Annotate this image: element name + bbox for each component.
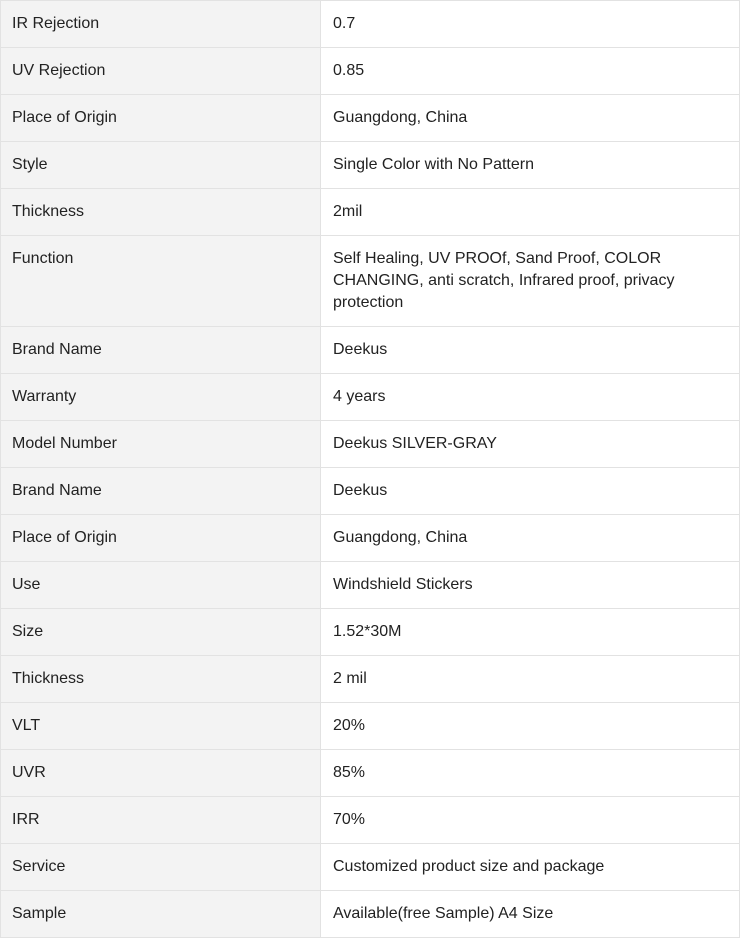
- table-row: [1, 609, 740, 656]
- spec-value: 2mil: [321, 189, 740, 236]
- spec-key: Service: [1, 844, 321, 891]
- table-row: [1, 189, 740, 236]
- spec-value: Deekus SILVER-GRAY: [321, 421, 740, 468]
- table-row: [1, 656, 740, 703]
- spec-value: Available(free Sample) A4 Size: [321, 891, 740, 938]
- spec-value: 4 years: [321, 374, 740, 421]
- spec-key: Place of Origin: [1, 95, 321, 142]
- spec-key: Brand Name: [1, 327, 321, 374]
- table-row: [1, 236, 740, 327]
- spec-key: VLT: [1, 703, 321, 750]
- spec-key: Use: [1, 562, 321, 609]
- table-row: [1, 797, 740, 844]
- spec-value: 0.7: [321, 1, 740, 48]
- table-row: [1, 327, 740, 374]
- spec-value: Self Healing, UV PROOf, Sand Proof, COLOR CHANGING, anti scratch, Infrared proof, privacy protection: [321, 236, 740, 327]
- table-row: [1, 142, 740, 189]
- spec-value: Deekus: [321, 327, 740, 374]
- spec-table-body: [1, 1, 740, 938]
- spec-value: Customized product size and package: [321, 844, 740, 891]
- spec-value: 85%: [321, 750, 740, 797]
- table-row: [1, 374, 740, 421]
- spec-key: Place of Origin: [1, 515, 321, 562]
- spec-key: UV Rejection: [1, 48, 321, 95]
- spec-value: 2 mil: [321, 656, 740, 703]
- spec-key: Thickness: [1, 656, 321, 703]
- spec-value: 70%: [321, 797, 740, 844]
- spec-key: Warranty: [1, 374, 321, 421]
- table-row: [1, 468, 740, 515]
- spec-value: Windshield Stickers: [321, 562, 740, 609]
- table-row: [1, 703, 740, 750]
- spec-key: Sample: [1, 891, 321, 938]
- spec-value: Single Color with No Pattern: [321, 142, 740, 189]
- table-row: [1, 562, 740, 609]
- spec-value: 0.85: [321, 48, 740, 95]
- spec-key: IRR: [1, 797, 321, 844]
- spec-value: Guangdong, China: [321, 95, 740, 142]
- spec-key: Model Number: [1, 421, 321, 468]
- table-row: [1, 515, 740, 562]
- spec-key: IR Rejection: [1, 1, 321, 48]
- table-row: [1, 1, 740, 48]
- spec-key: UVR: [1, 750, 321, 797]
- spec-value: 1.52*30M: [321, 609, 740, 656]
- table-row: [1, 421, 740, 468]
- spec-key: Thickness: [1, 189, 321, 236]
- spec-key: Brand Name: [1, 468, 321, 515]
- table-row: [1, 48, 740, 95]
- spec-key: Style: [1, 142, 321, 189]
- spec-value: Guangdong, China: [321, 515, 740, 562]
- spec-key: Function: [1, 236, 321, 327]
- table-row: [1, 95, 740, 142]
- spec-value: 20%: [321, 703, 740, 750]
- spec-key: Size: [1, 609, 321, 656]
- spec-value: Deekus: [321, 468, 740, 515]
- table-row: [1, 891, 740, 938]
- table-row: [1, 844, 740, 891]
- table-row: [1, 750, 740, 797]
